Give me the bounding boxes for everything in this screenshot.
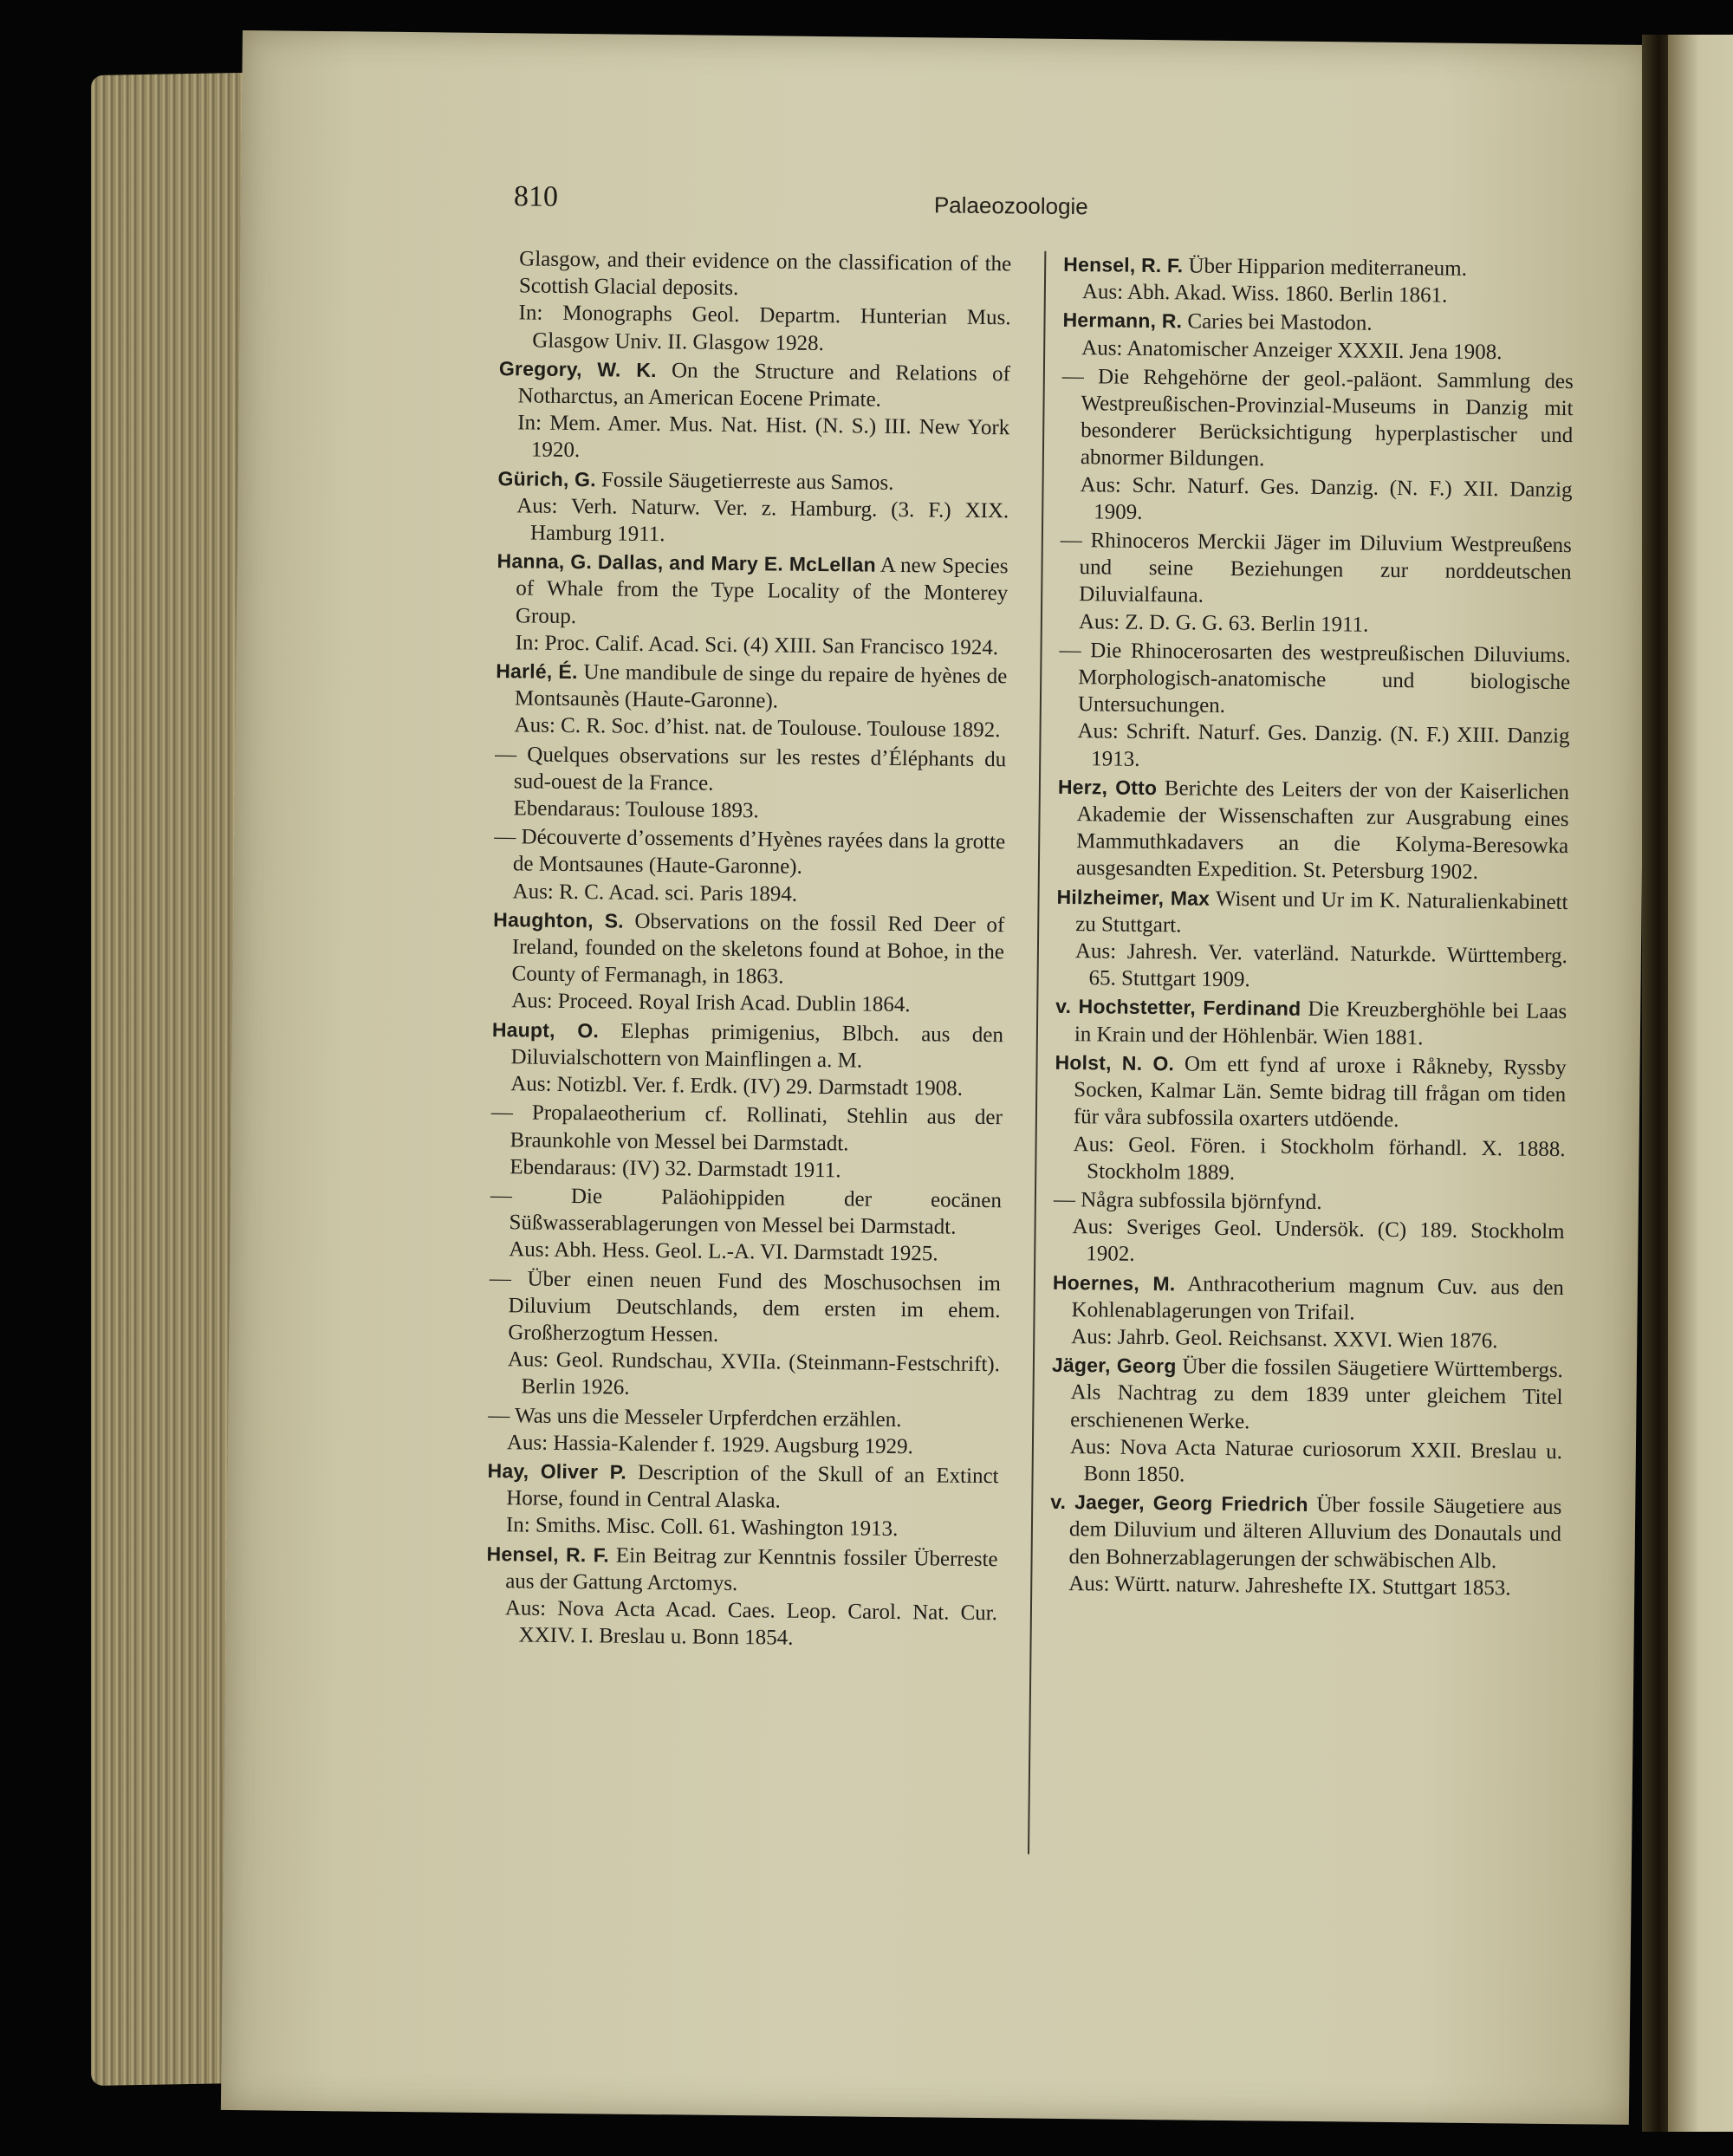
entry-source: Ebendaraus: Toulouse 1893. bbox=[513, 796, 759, 823]
bib-entry bbox=[491, 1016, 1003, 1103]
bib-entry bbox=[490, 1182, 1002, 1269]
entry-source: Aus: Proceed. Royal Irish Acad. Dublin 1864. bbox=[511, 989, 911, 1017]
entry-text: Description of the Skull of an Extinct Horse, found in Central Alaska. bbox=[506, 1460, 999, 1513]
bib-entry bbox=[488, 1402, 1000, 1462]
entry-text: Glasgow, and their evidence on the classification of the Scottish Glacial deposits. bbox=[518, 247, 1012, 301]
book-gutter bbox=[1642, 35, 1670, 2132]
entry-text: Berichte des Leiters der von der Kaiserlichen Akademie der Wissenschaften zur Ausgrabung eines Mammuthkadavers an die Kolyma-Beresowka ausgesandten Expedition. St. Petersburg 1902. bbox=[1075, 776, 1570, 885]
entry-source: In: Mem. Amer. Mus. Nat. Hist. (N. S.) III. New York 1920. bbox=[517, 411, 1010, 463]
entry-source: Aus: Jahresh. Ver. vaterländ. Naturkde. Württemberg. 65. Stuttgart 1909. bbox=[1074, 939, 1568, 992]
entry-source: Aus: Abh. Akad. Wiss. 1860. Berlin 1861. bbox=[1081, 280, 1448, 308]
running-head: Palaeozoologie bbox=[933, 192, 1088, 220]
bib-entry bbox=[1052, 1269, 1564, 1355]
bib-entry bbox=[487, 1458, 999, 1544]
entry-author: Jäger, Georg bbox=[1051, 1353, 1177, 1378]
entry-author: Hermann, R. bbox=[1062, 308, 1183, 333]
entry-source: Aus: Sveriges Geol. Undersök. (C) 189. Stockholm 1902. bbox=[1072, 1215, 1565, 1267]
entry-source: Aus: Nova Acta Acad. Caes. Leop. Carol. Nat. Cur. XXIV. I. Breslau u. Bonn 1854. bbox=[504, 1596, 998, 1650]
entry-text: — Die Paläohippiden der eocänen Süßwasserablagerungen von Messel bei Darmstadt. bbox=[490, 1183, 1003, 1239]
bib-entry bbox=[1054, 1049, 1567, 1190]
entry-author: v. Jaeger, Georg Friedrich bbox=[1050, 1490, 1308, 1516]
book-page bbox=[221, 30, 1651, 2125]
bib-entry bbox=[497, 465, 1009, 552]
column-divider bbox=[1028, 251, 1046, 1854]
entry-author: Holst, N. O. bbox=[1055, 1050, 1175, 1075]
entry-author: v. Hochstetter, Ferdinand bbox=[1055, 995, 1301, 1021]
entry-text: — Die Rehgehörne der geol.-paläont. Sammlung des Westpreußischen-Provinzial-Museums in Danzig mit besonderer Berücksichtigung hyperplastischer und abnormer Bildungen. bbox=[1061, 364, 1574, 471]
entry-text: — Några subfossila björnfynd. bbox=[1053, 1187, 1322, 1215]
facing-page-edge bbox=[1668, 35, 1733, 2132]
bib-entry bbox=[499, 245, 1011, 359]
entry-text: Ein Beitrag zur Kenntnis fossiler Überreste aus der Gattung Arctomys. bbox=[505, 1543, 998, 1595]
bib-entry bbox=[1060, 527, 1572, 640]
entry-author: Gregory, W. K. bbox=[498, 356, 657, 381]
entry-source: Aus: Anatomischer Anzeiger XXXII. Jena 1908. bbox=[1081, 335, 1503, 364]
page-header bbox=[241, 178, 1650, 244]
entry-author: Hensel, R. F. bbox=[1063, 252, 1184, 277]
bib-entry bbox=[498, 355, 1010, 469]
entry-author: Hilzheimer, Max bbox=[1056, 885, 1211, 910]
entry-text: Über Hipparion mediterraneum. bbox=[1188, 254, 1468, 281]
entry-source: Aus: Verh. Naturw. Ver. z. Hamburg. (3. F.) XIX. Hamburg 1911. bbox=[516, 494, 1009, 547]
entry-source: Aus: Abh. Hess. Geol. L.-A. VI. Darmstadt 1925. bbox=[509, 1237, 938, 1266]
entry-source: Aus: Schr. Naturf. Ges. Danzig. (N. F.) XII. Danzig 1909. bbox=[1080, 472, 1573, 524]
entry-author: Herz, Otto bbox=[1057, 775, 1158, 799]
entry-text: Über die fossilen Säugetiere Württembergs. Als Nachtrag zu dem 1839 unter gleichem Titel erschienenen Werke. bbox=[1070, 1354, 1564, 1433]
entry-author: Haughton, S. bbox=[493, 907, 624, 932]
entry-source: Aus: R. C. Acad. sci. Paris 1894. bbox=[512, 879, 798, 906]
right-column bbox=[1049, 251, 1574, 1604]
entry-source: Aus: Schrift. Naturf. Ges. Danzig. (N. F.) XIII. Danzig 1913. bbox=[1077, 719, 1570, 771]
entry-text: On the Structure and Relations of Notharctus, an American Eocene Primate. bbox=[517, 359, 1011, 412]
entry-source: Aus: Notizbl. Ver. f. Erdk. (IV) 29. Darmstadt 1908. bbox=[510, 1072, 964, 1101]
entry-text: — Découverte d’ossements d’Hyènes rayées dans la grotte de Montsaunes (Haute-Garonne). bbox=[494, 825, 1006, 880]
entry-source: In: Monographs Geol. Departm. Hunterian Mus. Glasgow Univ. II. Glasgow 1928. bbox=[518, 301, 1011, 355]
entry-text: Une mandibule de singe du repaire de hyènes de Montsaunès (Haute-Garonne). bbox=[514, 660, 1008, 713]
entry-text: Fossile Säugetierreste aus Samos. bbox=[600, 467, 894, 495]
entry-source: Aus: Z. D. G. G. 63. Berlin 1911. bbox=[1078, 609, 1369, 637]
entry-text: — Quelques observations sur les restes d’Éléphants du sud-ouest de la France. bbox=[495, 742, 1007, 796]
entry-text: A new Species of Whale from the Type Locality of the Monterey Group. bbox=[515, 553, 1009, 628]
entry-text: Über fossile Säugetiere aus dem Diluvium und älteren Alluvium des Donautals und den Bohnerzablagerungen der schwäbischen Alb. bbox=[1068, 1493, 1562, 1573]
bib-entry bbox=[493, 823, 1005, 910]
entry-text: Anthracotherium magnum Cuv. aus den Kohlenablagerungen von Trifail. bbox=[1071, 1272, 1565, 1325]
entry-source: Aus: Jahrb. Geol. Reichsanst. XXVI. Wien 1876. bbox=[1071, 1325, 1498, 1354]
entry-text: Observations on the fossil Red Deer of Ireland, founded on the skeletons found at Bohoe, in the County of Fermanagh, in 1863. bbox=[511, 909, 1005, 989]
bib-entry bbox=[1053, 1186, 1565, 1273]
bib-entry bbox=[1055, 993, 1567, 1053]
bib-entry bbox=[1062, 307, 1574, 367]
entry-text: Die Kreuzberghöhle bei Laas in Krain und der Höhlenbär. Wien 1881. bbox=[1074, 997, 1567, 1050]
bib-entry bbox=[496, 548, 1008, 661]
bib-entry bbox=[1055, 884, 1567, 997]
entry-source: Aus: Hassia-Kalender f. 1929. Augsburg 1929. bbox=[506, 1431, 913, 1458]
entry-source: Aus: Geol. Fören. i Stockholm förhandl. X. 1888. Stockholm 1889. bbox=[1073, 1132, 1566, 1185]
entry-text: — Die Rhinocerosarten des westpreußischen Diluviums. Morphologisch-anatomische und biologische Untersuchungen. bbox=[1059, 638, 1571, 718]
bib-entry bbox=[1063, 251, 1575, 311]
bib-entry bbox=[495, 658, 1007, 744]
entry-source: Ebendaraus: (IV) 32. Darmstadt 1911. bbox=[510, 1155, 841, 1183]
entry-author: Harlé, É. bbox=[496, 659, 578, 684]
entry-source: In: Proc. Calif. Acad. Sci. (4) XIII. San Francisco 1924. bbox=[515, 631, 999, 660]
bib-entry bbox=[1061, 363, 1574, 530]
entry-author: Hoernes, M. bbox=[1052, 1270, 1176, 1295]
bib-entry bbox=[1049, 1489, 1561, 1602]
entry-text: Elephas primigenius, Blbch. aus den Diluvialschottern von Mainflingen a. M. bbox=[510, 1019, 1004, 1073]
bib-entry bbox=[1058, 637, 1571, 777]
entry-source: Aus: Württ. naturw. Jahreshefte IX. Stuttgart 1853. bbox=[1068, 1571, 1511, 1601]
entry-author: Haupt, O. bbox=[491, 1017, 600, 1042]
entry-text: — Propalaeotherium cf. Rollinati, Stehlin aus der Braunkohle von Messel bei Darmstadt. bbox=[490, 1101, 1003, 1155]
entry-source: Aus: C. R. Soc. d’hist. nat. de Toulouse. Toulouse 1892. bbox=[514, 713, 1001, 743]
entry-author: Gürich, G. bbox=[497, 466, 596, 490]
bib-entry bbox=[1050, 1352, 1563, 1492]
bib-entry bbox=[494, 741, 1006, 828]
entry-source: Aus: Geol. Rundschau, XVIIa. (Steinmann-Festschrift). Berlin 1926. bbox=[507, 1348, 1001, 1400]
bib-entry bbox=[1057, 774, 1569, 887]
entry-text: Om ett fynd af uroxe i Råkneby, Ryssby Socken, Kalmar Län. Semte bidrag till frågan om tiden für våra subfossila oxarters utdöende. bbox=[1073, 1052, 1567, 1133]
entry-text: Wisent und Ur im K. Naturalienkabinett zu Stuttgart. bbox=[1075, 886, 1568, 938]
bib-entry bbox=[490, 1099, 1003, 1185]
bib-entry bbox=[485, 1541, 997, 1654]
entry-text: — Rhinoceros Merckii Jäger im Diluvium Westpreußens und seine Beziehungen zur norddeutschen Diluvialfauna. bbox=[1060, 528, 1572, 608]
left-column bbox=[485, 245, 1011, 1655]
entry-author: Hay, Oliver P. bbox=[487, 1458, 627, 1484]
entry-source: In: Smiths. Misc. Coll. 61. Washington 1913. bbox=[505, 1513, 899, 1542]
entry-author: Hensel, R. F. bbox=[486, 1542, 610, 1567]
entry-text: — Über einen neuen Fund des Moschusochsen im Diluvium Deutschlands, dem ersten im ehem. Großherzogtum Hessen. bbox=[489, 1266, 1002, 1347]
entry-author: Hanna, G. Dallas, and Mary E. McLellan bbox=[497, 549, 876, 576]
page-number: 810 bbox=[513, 180, 559, 213]
bib-entry bbox=[488, 1265, 1001, 1406]
entry-source: Aus: Nova Acta Naturae curiosorum XXII. Breslau u. Bonn 1850. bbox=[1069, 1434, 1563, 1487]
bib-entry bbox=[492, 906, 1004, 1020]
entry-text: Caries bei Mastodon. bbox=[1187, 309, 1373, 336]
entry-text: — Was uns die Messeler Urpferdchen erzählen. bbox=[488, 1403, 902, 1432]
